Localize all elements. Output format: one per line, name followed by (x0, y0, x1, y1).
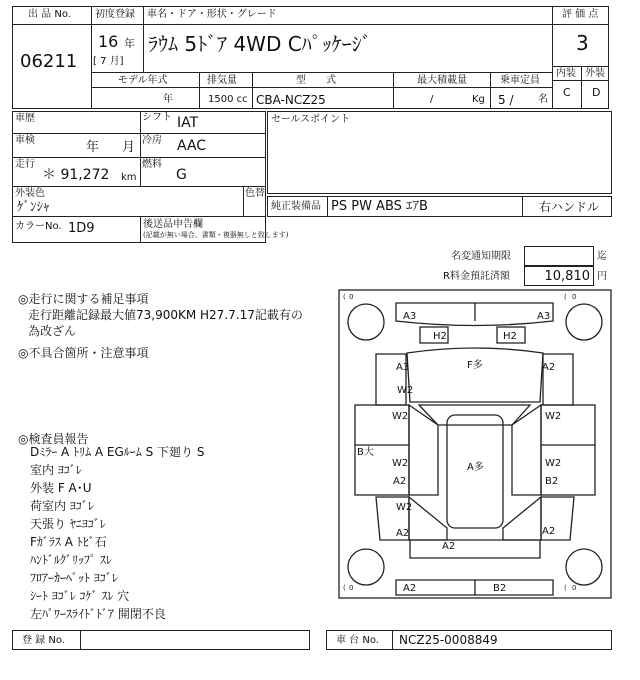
inspector-line: ﾊﾝﾄﾞﾙｸﾞﾘｯﾌﾟ ｽﾚ (30, 553, 112, 567)
first-reg-year: 16 (98, 32, 119, 51)
shift-label: シフト (142, 112, 172, 123)
inspector-line: 室内 ﾖｺﾞﾚ (30, 463, 82, 477)
damage-label-light-r: H2 (503, 331, 517, 342)
color-value: ｹﾞﾝｼｬ (17, 200, 50, 215)
damage-label-rl-quarter2: A2 (396, 528, 410, 539)
recycle-value: 10,810 (544, 269, 590, 284)
inspector-line: Dﾐﾗｰ A ﾄﾘﾑ A EGﾙｰﾑ S 下廻り S (30, 445, 205, 459)
handle-side: 右ハンドル (539, 200, 600, 214)
mileage-label: 走行 (15, 159, 35, 170)
drive-remarks-title: ◎走行に関する補足事項 (18, 292, 149, 306)
color-no-label: カラーNo. (15, 221, 62, 232)
notice-unit: 迄 (597, 251, 607, 262)
first-reg-month: [ 7 月] (93, 56, 124, 67)
sales-point-label: セールスポイント (271, 114, 351, 125)
aftermarket-note: (記載が無い場合、書類・複器無しと致します) (143, 231, 289, 239)
mileage-value: ＊ 91,272 (42, 167, 110, 183)
shift-value: IAT (177, 115, 199, 131)
chassis-label: 車 台 No. (336, 635, 379, 646)
damage-label-fr-door-r2: B2 (545, 476, 559, 487)
svg-text:(: ( (564, 293, 567, 301)
damage-label-fr-fender: A2 (542, 362, 556, 373)
inspector-line: 天張り ﾔﾆﾖｺﾞﾚ (30, 517, 106, 531)
tire-fr (566, 304, 602, 340)
damage-label-fl-door-f: W2 (392, 411, 409, 422)
model-year-label: モデル年式 (118, 75, 168, 86)
pillar-left (409, 405, 438, 495)
recolor-label: 色替 (245, 188, 265, 199)
svg-text:(: ( (564, 584, 567, 592)
svg-text:(: ( (343, 584, 346, 592)
fuel-value: G (176, 167, 187, 183)
inspector-line: 外装 F A･U (30, 481, 92, 495)
aftermarket-label: 後送品申告欄 (143, 219, 203, 230)
notice-label: 名変通知期限 (451, 251, 511, 262)
type-label: 型 式 (296, 75, 336, 86)
tire-rr (566, 549, 602, 585)
damage-label-front-bumper: A3 (403, 311, 417, 322)
inspector-line: Fｶﾞﾗｽ A ﾄﾋﾞ石 (30, 535, 107, 549)
damage-label-fl-fender2: W2 (397, 385, 414, 396)
capacity-label: 乗車定員 (500, 75, 540, 86)
tire-rl (348, 549, 384, 585)
genuine-equipment: PS PW ABS ｴｱB (331, 199, 428, 214)
chassis-number: NCZ25-0008849 (399, 633, 498, 647)
capacity: 5 / (498, 93, 514, 107)
car-name: ﾗｳﾑ 5ﾄﾞｱ 4WD Cﾊﾟｯｹｰｼﾞ (148, 32, 372, 56)
lot-label: 出 品 No. (28, 9, 71, 20)
damage-label-pillar-l: B大 (357, 447, 374, 458)
svg-text:0: 0 (349, 293, 354, 301)
diagram-frame (339, 290, 611, 598)
damage-label-front-bumper-r: A3 (537, 311, 551, 322)
inspection-label: 車検 (15, 135, 35, 146)
damage-label-fl-fender: A3 (396, 362, 410, 373)
damage-label-rear-bumper-r: B2 (493, 583, 507, 594)
damage-label-fr-door-f: W2 (545, 411, 562, 422)
model-code: CBA-NCZ25 (256, 93, 326, 107)
inspector-line: 左ﾊﾟﾜｰｽﾗｲﾄﾞﾄﾞｱ 開閉不良 (30, 607, 166, 621)
damage-label-rr-quarter: A2 (542, 526, 556, 537)
ac-value: AAC (177, 138, 207, 154)
drive-remark-line: 走行距離記録最大値73,900KM H27.7.17記載有の (28, 308, 303, 322)
first-reg-year-unit: 年 (124, 37, 135, 50)
inspection-month: 月 (122, 140, 136, 155)
inspector-line: ｼｰﾄ ﾖｺﾞﾚ ｺｹﾞ ｽﾚ 穴 (30, 589, 130, 603)
exterior-grade: D (592, 86, 601, 99)
damage-label-rl-quarter: W2 (396, 502, 413, 513)
svg-text:(: ( (343, 293, 346, 301)
drive-remark-line: 為改ざん (28, 324, 77, 338)
bonnet (407, 348, 543, 402)
tire-fl (348, 304, 384, 340)
score-label: 評 価 点 (562, 9, 599, 20)
svg-text:0: 0 (349, 584, 354, 592)
damage-label-fl-door-r: W2 (392, 458, 409, 469)
history-label: 車歴 (15, 113, 35, 124)
model-year-unit: 年 (163, 94, 173, 105)
damage-label-bonnet: F多 (467, 360, 483, 371)
damage-label-rear-bumper: A2 (403, 583, 417, 594)
score-value: 3 (576, 31, 589, 55)
fuel-label: 燃料 (142, 159, 162, 170)
first-reg-label: 初度登録 (95, 9, 135, 20)
lot-number: 06211 (20, 51, 78, 72)
inspector-line: 荷室内 ﾖｺﾞﾚ (30, 499, 94, 513)
mileage-unit: km (121, 172, 137, 183)
displacement: 1500 cc (208, 94, 248, 105)
damage-label-roof: A多 (467, 462, 484, 473)
pillar-right (512, 405, 541, 495)
recycle-unit: 円 (597, 271, 607, 282)
inspection-year: 年 (86, 140, 100, 155)
max-load-label: 最大積載量 (417, 75, 467, 86)
ac-label: 冷房 (142, 135, 162, 146)
max-load-unit: Kg (472, 94, 485, 105)
damage-label-back-door: A2 (442, 541, 456, 552)
reg-label: 登 録 No. (22, 635, 65, 646)
displacement-label: 排気量 (207, 75, 237, 86)
inspector-line: ﾌﾛｱｰｶｰﾍﾟｯﾄ ﾖｺﾞﾚ (30, 571, 118, 585)
color-no-value: 1D9 (68, 221, 95, 236)
damage-label-fl-door-r2: A2 (393, 476, 407, 487)
color-label: 外装色 (15, 188, 45, 199)
defect-title: ◎不具合箇所・注意事項 (18, 346, 149, 360)
inspector-title: ◎検査員報告 (18, 432, 89, 446)
genuine-label: 純正装備品 (271, 201, 321, 212)
interior-label: 内装 (556, 68, 576, 79)
recycle-label: R料金預託済額 (443, 271, 510, 282)
back-door (410, 540, 540, 558)
svg-text:0: 0 (572, 293, 577, 301)
interior-grade: C (563, 86, 571, 99)
capacity-unit: 名 (538, 94, 548, 105)
exterior-label: 外装 (585, 68, 605, 79)
car-name-label: 車名・ドア・形状・グレード (147, 9, 277, 20)
damage-label-fr-door-r: W2 (545, 458, 562, 469)
svg-text:0: 0 (572, 584, 577, 592)
damage-label-light-l: H2 (433, 331, 447, 342)
